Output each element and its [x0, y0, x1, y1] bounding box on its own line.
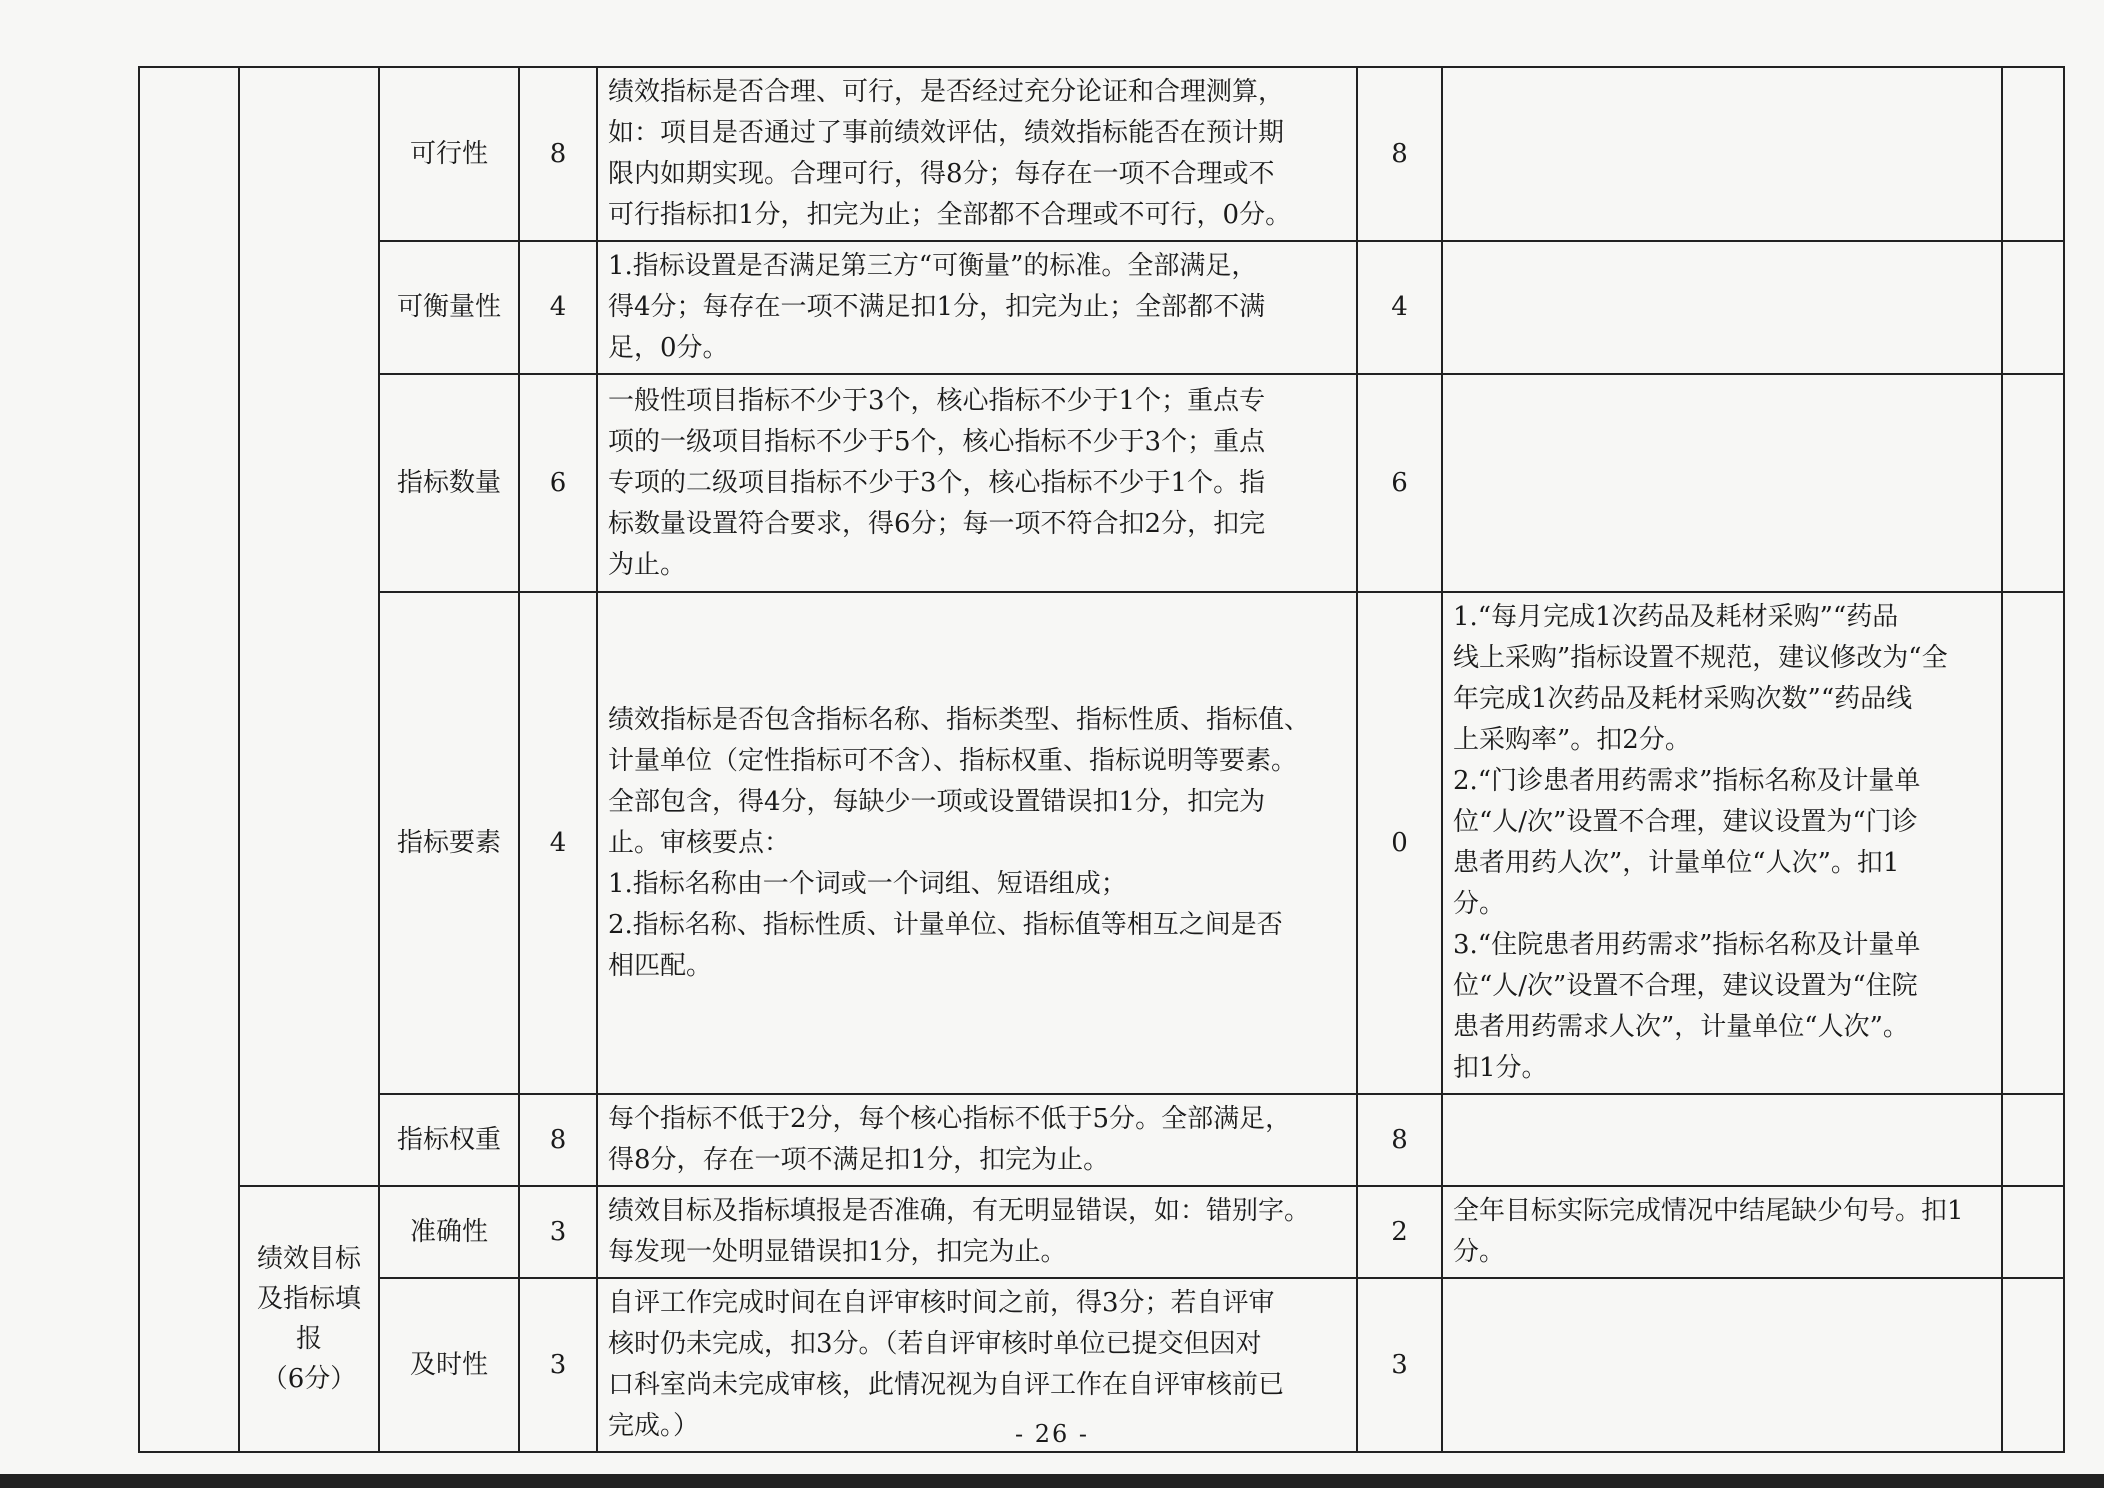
extra-cell [2002, 241, 2064, 374]
indicator-name-cell: 可行性 [379, 67, 519, 241]
indicator-name-cell: 指标权重 [379, 1094, 519, 1186]
standard-score-cell: 8 [519, 67, 597, 241]
standard-score-cell: 4 [519, 592, 597, 1094]
category-label-cell: 绩效目标 及指标填 报 （6分） [239, 1186, 379, 1452]
awarded-score-cell: 8 [1357, 67, 1442, 241]
awarded-score-cell: 0 [1357, 592, 1442, 1094]
standard-score-cell: 8 [519, 1094, 597, 1186]
table-row [139, 1094, 2064, 1186]
extra-cell [2002, 592, 2064, 1094]
table-row [139, 1186, 2064, 1278]
indicator-name-cell: 可衡量性 [379, 241, 519, 374]
extra-cell [2002, 1094, 2064, 1186]
remark-cell [1442, 1094, 2002, 1186]
standard-score-cell: 3 [519, 1278, 597, 1452]
criteria-cell: 绩效目标及指标填报是否准确，有无明显错误，如：错别字。 每发现一处明显错误扣1分，扣完为止。 [597, 1186, 1357, 1278]
indicator-name-cell: 及时性 [379, 1278, 519, 1452]
remark-cell [1442, 374, 2002, 592]
scan-edge [0, 1474, 2104, 1488]
criteria-cell: 绩效指标是否合理、可行，是否经过充分论证和合理测算， 如：项目是否通过了事前绩效评估，绩效指标能否在预计期 限内如期实现。合理可行，得8分；每存在一项不合理或不 可行指标扣1分，扣完为止；全部都不合理或不可行，0分。 [597, 67, 1357, 241]
remark-cell: 1.“每月完成1次药品及耗材采购”“药品 线上采购”指标设置不规范，建议修改为“全 年完成1次药品及耗材采购次数”“药品线 上采购率”。扣2分。 2.“门诊患者用药需求”指标名称及计量单 位“人/次”设置不合理，建议设置为“门诊 患者用药人次”，计量单位“人次”。扣1 分。 3.“住院患者用药需求”指标名称及计量单 位“人/次”设置不合理，建议设置为“住院 患者用药需求人次”，计量单位“人次”。 扣1分。 [1442, 592, 2002, 1094]
criteria-cell: 1.指标设置是否满足第三方“可衡量”的标准。全部满足， 得4分；每存在一项不满足扣1分，扣完为止；全部都不满 足，0分。 [597, 241, 1357, 374]
standard-score-cell: 3 [519, 1186, 597, 1278]
standard-score-cell: 6 [519, 374, 597, 592]
awarded-score-cell: 4 [1357, 241, 1442, 374]
indicator-name-cell: 指标数量 [379, 374, 519, 592]
indicator-name-cell: 指标要素 [379, 592, 519, 1094]
table-row [139, 67, 2064, 241]
criteria-cell: 一般性项目指标不少于3个，核心指标不少于1个；重点专 项的一级项目指标不少于5个，核心指标不少于3个；重点 专项的二级项目指标不少于3个，核心指标不少于1个。指 标数量设置符合要求，得6分；每一项不符合扣2分，扣完 为止。 [597, 374, 1357, 592]
table-row [139, 592, 2064, 1094]
extra-cell [2002, 1186, 2064, 1278]
criteria-cell: 绩效指标是否包含指标名称、指标类型、指标性质、指标值、 计量单位（定性指标可不含）、指标权重、指标说明等要素。 全部包含，得4分，每缺少一项或设置错误扣1分，扣完为 止。审核要点： 1.指标名称由一个词或一个词组、短语组成； 2.指标名称、指标性质、计量单位、指标值等相互之间是否 相匹配。 [597, 592, 1357, 1094]
awarded-score-cell: 3 [1357, 1278, 1442, 1452]
remark-cell [1442, 241, 2002, 374]
remark-cell: 全年目标实际完成情况中结尾缺少句号。扣1 分。 [1442, 1186, 2002, 1278]
outer-category-cell [139, 67, 239, 1452]
standard-score-cell: 4 [519, 241, 597, 374]
table-row [139, 241, 2064, 374]
extra-cell [2002, 374, 2064, 592]
table-row [139, 374, 2064, 592]
criteria-cell: 每个指标不低于2分，每个核心指标不低于5分。全部满足， 得8分，存在一项不满足扣1分，扣完为止。 [597, 1094, 1357, 1186]
indicator-name-cell: 准确性 [379, 1186, 519, 1278]
extra-cell [2002, 67, 2064, 241]
subcategory-cell [239, 67, 379, 1186]
evaluation-table-body [139, 67, 2064, 1452]
criteria-cell: 自评工作完成时间在自评审核时间之前，得3分；若自评审 核时仍未完成，扣3分。（若自评审核时单位已提交但因对 口科室尚未完成审核，此情况视为自评工作在自评审核前已 完成。） [597, 1278, 1357, 1452]
awarded-score-cell: 2 [1357, 1186, 1442, 1278]
remark-cell [1442, 67, 2002, 241]
page-number: - 26 - [1014, 1420, 1089, 1448]
awarded-score-cell: 6 [1357, 374, 1442, 592]
awarded-score-cell: 8 [1357, 1094, 1442, 1186]
evaluation-table [138, 66, 2065, 1453]
